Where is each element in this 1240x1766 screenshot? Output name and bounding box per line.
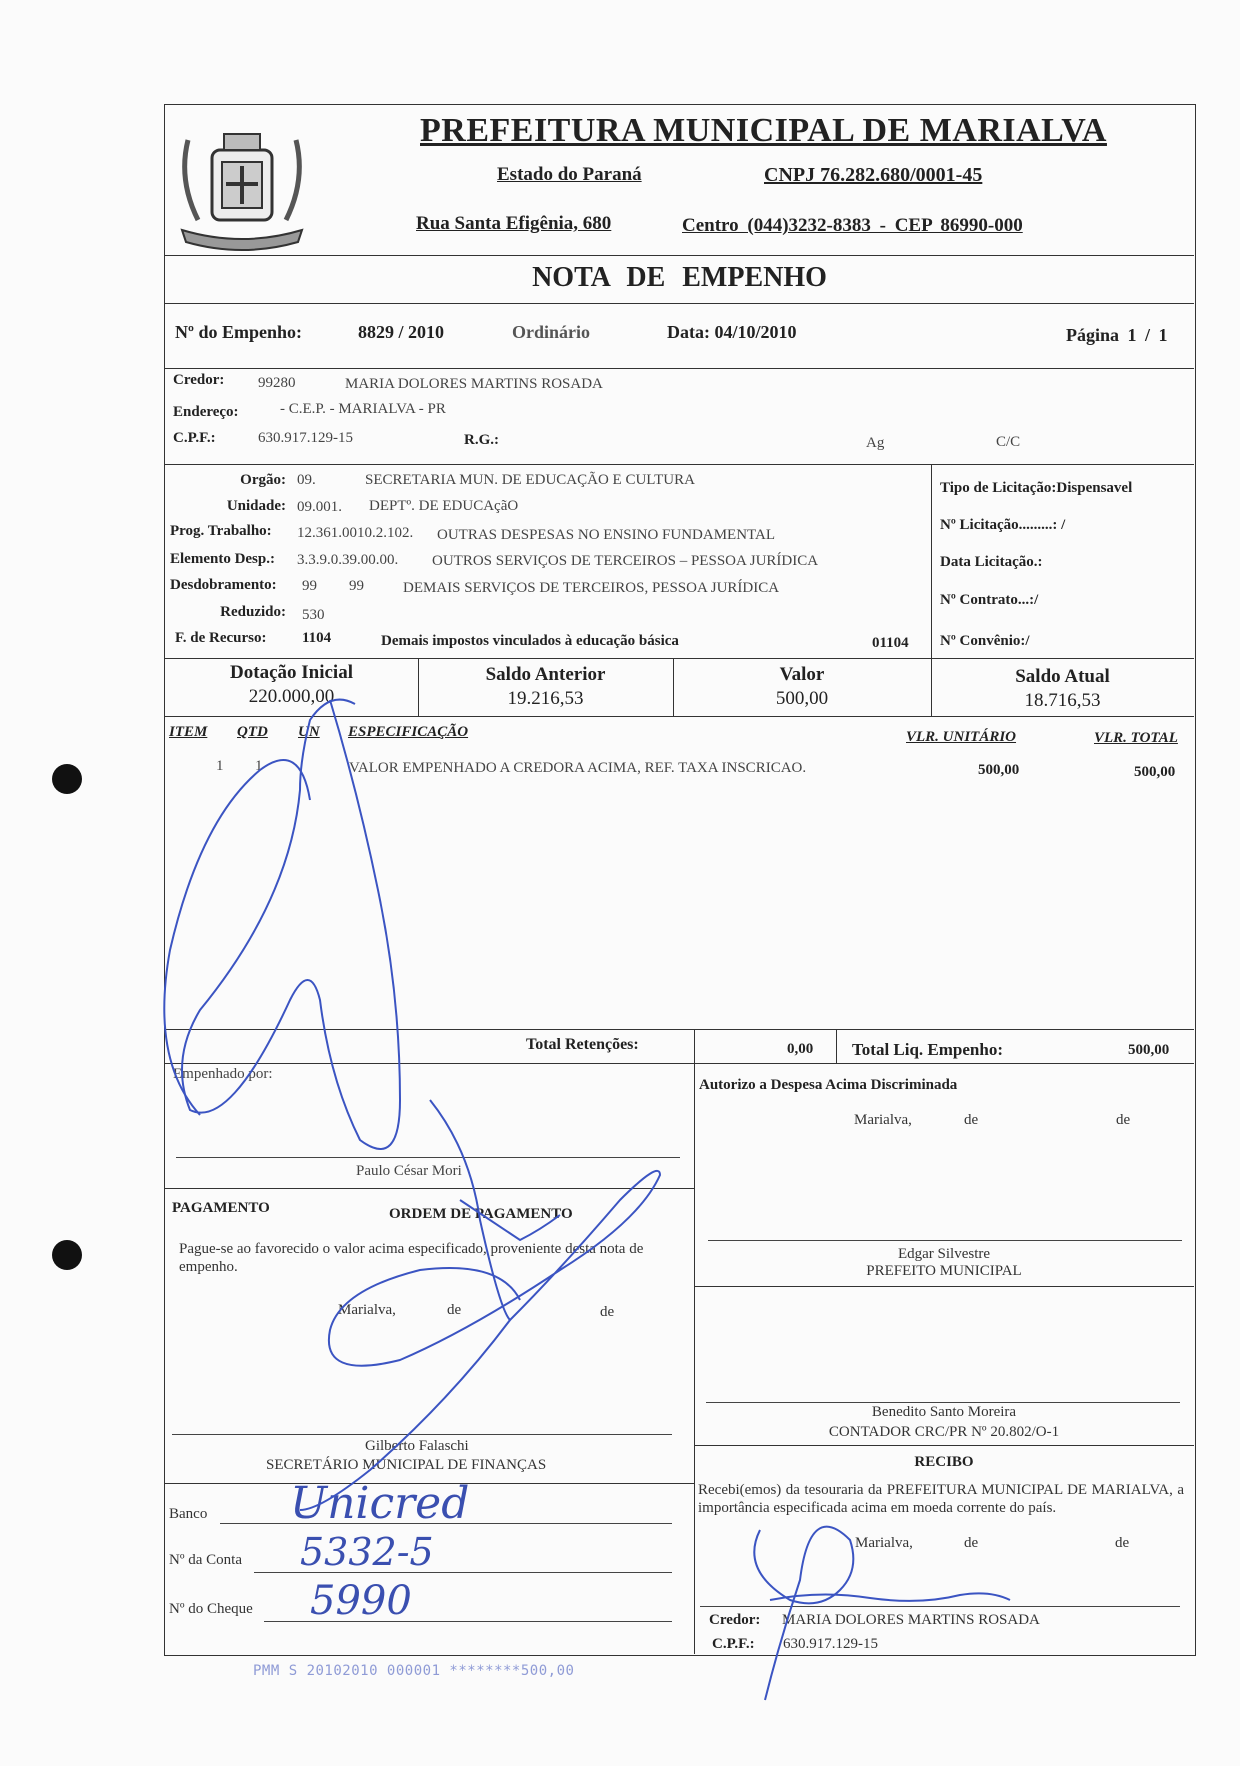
empenhado-name: Paulo César Mori [356, 1163, 462, 1179]
recibo-label: RECIBO [914, 1454, 974, 1470]
conta-label: Nº da Conta [169, 1552, 242, 1568]
total-retencoes-label: Total Retenções: [526, 1036, 639, 1053]
prog-code: 12.361.0010.2.102. [297, 525, 414, 541]
fonte-code-2: 01104 [872, 635, 909, 651]
pagamento-de-1: de [447, 1302, 462, 1318]
recibo-text: Recebi(emos) da tesouraria da PREFEITURA MUNICIPAL DE MARIALVA, a importância especificada acima em moeda corrente do país. [698, 1482, 1184, 1516]
machine-stamp: PMM S 20102010 000001 ********500,00 [253, 1663, 575, 1679]
cc-label: C/C [996, 434, 1021, 450]
orgao-code: 09. [297, 472, 316, 488]
autorizo-de-1: de [964, 1112, 979, 1128]
fonte-code: 1104 [302, 630, 332, 646]
saldo-anterior-label: Saldo Anterior [485, 664, 606, 685]
endereco-value: - C.E.P. - MARIALVA - PR [280, 401, 446, 417]
pagamento-place: Marialva, [338, 1302, 396, 1318]
saldo-atual-value: 18.716,53 [1024, 690, 1101, 711]
empenhado-por-label: Empenhado por: [173, 1066, 273, 1082]
autorizo-de-2: de [1116, 1112, 1131, 1128]
col-item: ITEM [169, 724, 208, 740]
recibo-credor-label: Credor: [709, 1612, 761, 1628]
valor-value: 500,00 [775, 688, 829, 709]
empenho-label: Nº do Empenho: [175, 322, 302, 342]
cnpj: CNPJ 76.282.680/0001-45 [764, 164, 983, 186]
desdobramento-desc: DEMAIS SERVIÇOS DE TERCEIROS, PESSOA JURÍDICA [403, 580, 780, 596]
pague-se-text: Pague-se ao favorecido o valor acima especificado, proveniente desta nota de empenho. [179, 1241, 644, 1275]
unidade-desc: DEPTº. DE EDUCAçãO [369, 498, 519, 514]
recibo-de-2: de [1115, 1535, 1130, 1551]
licitacao-tipo-text: Tipo de Licitação:Dispensavel [940, 480, 1133, 496]
col-vlr-unitario: VLR. UNITÁRIO [906, 729, 1017, 745]
unidade-code: 09.001. [297, 499, 342, 515]
total-liq-label: Total Liq. Empenho: [852, 1040, 1003, 1059]
col-vlr-total: VLR. TOTAL [1094, 730, 1178, 746]
licitacao-numero: Nº Licitação.........: / [940, 517, 1066, 533]
recibo-de-1: de [964, 1535, 979, 1551]
contador-name: Benedito Santo Moreira [871, 1404, 1017, 1420]
municipality-title: PREFEITURA MUNICIPAL DE MARIALVA [420, 112, 1107, 149]
contrato-numero: Nº Contrato...:/ [940, 592, 1039, 608]
fonte-desc: Demais impostos vinculados à educação básica [381, 633, 679, 649]
orgao-desc: SECRETARIA MUN. DE EDUCAÇÃO E CULTURA [365, 472, 695, 488]
prefeito-name: Edgar Silvestre [897, 1246, 991, 1262]
item-vlr-unitario: 500,00 [978, 762, 1020, 778]
prog-desc: OUTRAS DESPESAS NO ENSINO FUNDAMENTAL [437, 527, 775, 543]
address-contact: Centro (044)3232-8383 - CEP 86990-000 [682, 215, 1023, 236]
col-un: UN [298, 724, 320, 740]
rg-label: R.G.: [464, 432, 499, 448]
recibo-cpf-value: 630.917.129-15 [783, 1636, 878, 1652]
unidade-label: Unidade: [226, 498, 286, 514]
empenho-date: Data: 04/10/2010 [667, 322, 797, 342]
credor-label: Credor: [173, 372, 225, 388]
orgao-label: Orgão: [240, 472, 286, 488]
cheque-handwritten: 5990 [310, 1578, 412, 1624]
recibo-credor-name: MARIA DOLORES MARTINS ROSADA [782, 1612, 1040, 1628]
address-street: Rua Santa Efigênia, 680 [416, 213, 612, 234]
ordem-pagamento-label: ORDEM DE PAGAMENTO [389, 1206, 573, 1222]
item-especificacao: VALOR EMPENHADO A CREDORA ACIMA, REF. TAXA INSCRICAO. [349, 760, 807, 776]
empenho-number: 8829 / 2010 [358, 322, 445, 342]
credor-code: 99280 [258, 375, 296, 391]
financas-name: Gilberto Falaschi [365, 1438, 469, 1454]
reduzido-label: Reduzido: [220, 604, 286, 620]
dotacao-label: Dotação Inicial [230, 662, 353, 683]
licitacao-data: Data Licitação.: [940, 554, 1043, 570]
endereco-label: Endereço: [173, 404, 239, 420]
total-retencoes-value: 0,00 [787, 1041, 814, 1057]
prefeito-title: PREFEITO MUNICIPAL [866, 1263, 1022, 1279]
col-qtd: QTD [237, 724, 268, 740]
banco-label: Banco [169, 1506, 208, 1522]
recibo-cpf-label: C.P.F.: [712, 1636, 755, 1652]
cpf-value: 630.917.129-15 [258, 430, 353, 446]
autorizo-label: Autorizo a Despesa Acima Discriminada [699, 1077, 958, 1093]
item-qtd: 1 [255, 758, 263, 774]
elemento-label: Elemento Desp.: [170, 551, 275, 567]
autorizo-place: Marialva, [854, 1112, 912, 1128]
dotacao-value: 220.000,00 [248, 686, 335, 707]
empenho-type: Ordinário [512, 322, 591, 342]
cpf-label: C.P.F.: [173, 430, 216, 446]
reduzido-code: 530 [302, 607, 325, 623]
banco-handwritten: Unicred [290, 1478, 470, 1529]
desdobramento-code-1: 99 [302, 578, 317, 594]
elemento-desc: OUTROS SERVIÇOS DE TERCEIROS – PESSOA JURÍDICA [432, 553, 819, 569]
total-liq-value: 500,00 [1128, 1042, 1170, 1058]
item-number: 1 [216, 758, 224, 774]
state-name: Estado do Paraná [497, 164, 642, 185]
financas-title: SECRETÁRIO MUNICIPAL DE FINANÇAS [266, 1457, 547, 1473]
pagamento-de-2: de [600, 1304, 615, 1320]
recibo-place: Marialva, [855, 1535, 913, 1551]
convenio-numero: Nº Convênio:/ [940, 633, 1030, 649]
elemento-code: 3.3.9.0.39.00.00. [297, 552, 399, 568]
item-vlr-total: 500,00 [1134, 764, 1176, 780]
saldo-atual-label: Saldo Atual [1015, 666, 1110, 687]
valor-label: Valor [779, 664, 825, 685]
document-title: NOTA DE EMPENHO [532, 262, 827, 293]
col-especificacao: ESPECIFICAÇÃO [348, 724, 469, 740]
cheque-label: Nº do Cheque [169, 1601, 253, 1617]
contador-title: CONTADOR CRC/PR Nº 20.802/O-1 [828, 1424, 1060, 1440]
page-number: Página 1 / 1 [1066, 325, 1168, 345]
desdobramento-label: Desdobramento: [170, 577, 277, 593]
credor-name: MARIA DOLORES MARTINS ROSADA [345, 376, 603, 392]
conta-handwritten: 5332-5 [300, 1530, 434, 1574]
ag-label: Ag [866, 435, 885, 451]
desdobramento-code-2: 99 [349, 578, 364, 594]
fonte-label: F. de Recurso: [175, 630, 267, 646]
prog-label: Prog. Trabalho: [170, 523, 272, 539]
pagamento-label: PAGAMENTO [172, 1200, 270, 1216]
saldo-anterior-value: 19.216,53 [507, 688, 584, 709]
